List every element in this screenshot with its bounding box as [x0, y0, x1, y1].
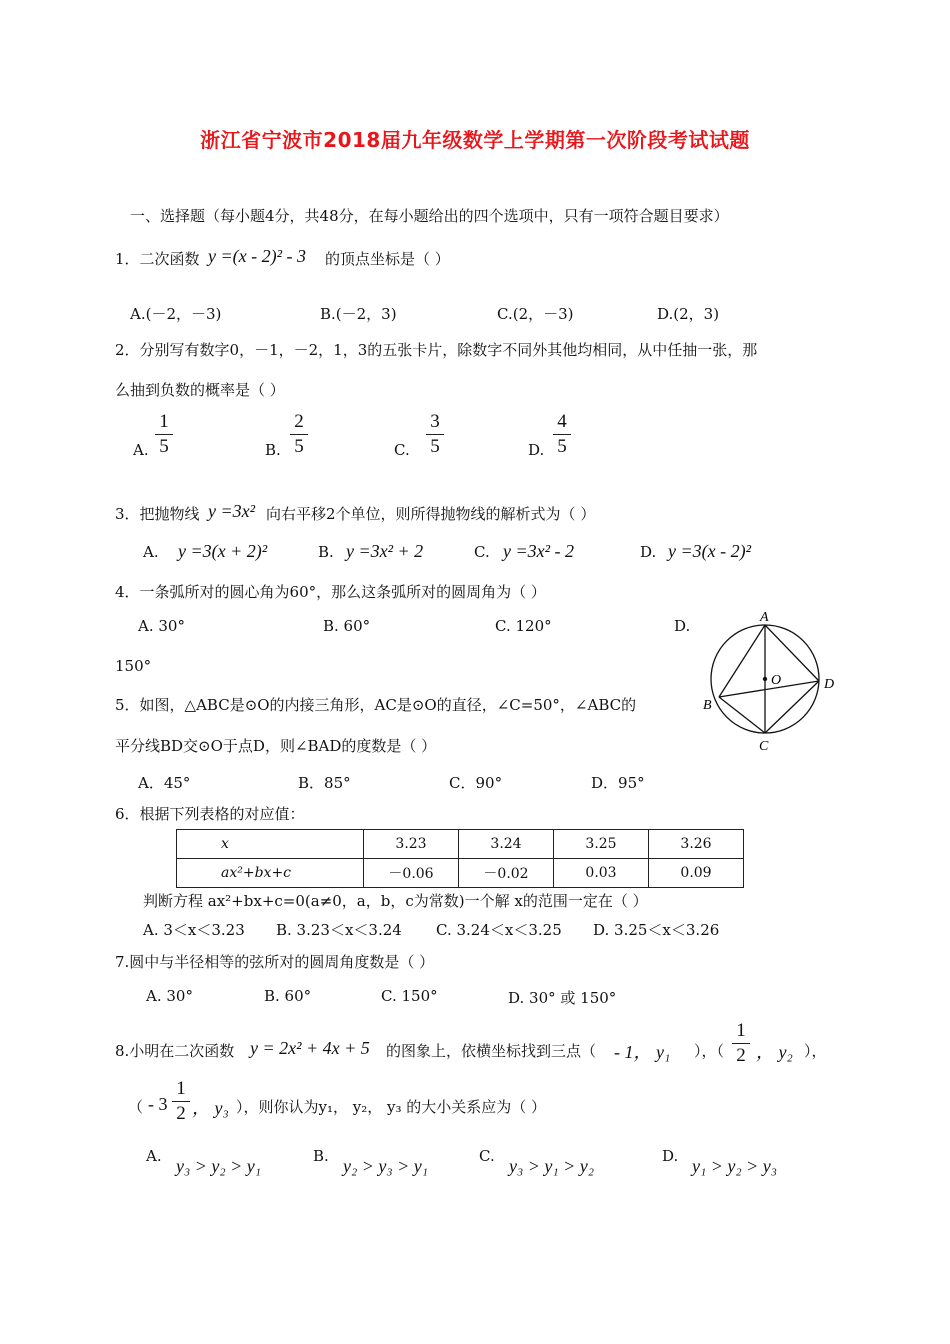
question-4-option-d: D. [674, 617, 691, 635]
circle-figure [700, 608, 850, 756]
question-5-option-d: D．95° [591, 774, 645, 792]
question-8-half [732, 1020, 750, 1067]
question-8-point-1: - 1， y₁ [614, 1042, 671, 1062]
question-1-formula: y =(x - 2)² - 3 [208, 246, 306, 266]
table-row [177, 830, 744, 859]
question-2-line-2: 么抽到负数的概率是（ ） [115, 381, 285, 399]
question-7-text: 7.圆中与半径相等的弦所对的圆周角度数是（ ） [115, 953, 435, 971]
question-8-close-2: ）， [804, 1042, 827, 1060]
question-8-line-2: ），则你认为y₁， y₂， y₃ 的大小关系应为（ ） [236, 1098, 547, 1116]
question-6-text: 6．根据下列表格的对应值： [115, 805, 305, 823]
question-8-option-a: y₃ > y₂ > y₁ [176, 1156, 262, 1176]
question-3-suffix: 向右平移2个单位，则所得抛物线的解析式为（ ） [266, 505, 596, 523]
numerator: 1 [159, 411, 169, 432]
question-8-option-c: y₃ > y₁ > y₂ [509, 1156, 595, 1176]
question-2-option-b [290, 411, 308, 458]
question-6-option-b: B. 3.23＜x＜3.24 [276, 921, 402, 939]
question-8-mid: 的图象上，依横坐标找到三点（ [386, 1042, 597, 1060]
question-3-label-a: A. [143, 543, 159, 561]
question-8-point-3: ， y₃ [192, 1098, 229, 1118]
question-3-label-c: C. [474, 543, 490, 561]
question-2-option-a [155, 411, 173, 458]
question-5-option-b: B．85° [298, 774, 351, 792]
question-4-option-c: C. 120° [495, 617, 552, 635]
denominator: 5 [557, 436, 567, 457]
question-2-label-a: A. [133, 441, 149, 459]
question-6-option-c: C. 3.24＜x＜3.25 [436, 921, 562, 939]
table-row [177, 859, 744, 888]
question-5-option-a: A．45° [138, 774, 191, 792]
question-1-option-d: D.(2，3) [657, 305, 720, 323]
question-8-close-1: ），（ [694, 1042, 725, 1060]
denominator: 5 [430, 436, 440, 457]
question-2-label-b: B. [265, 441, 281, 459]
table-cell: 0.09 [649, 859, 744, 888]
table-cell: －0.02 [459, 859, 554, 888]
question-2-label-c: C. [394, 441, 410, 459]
numerator: 3 [430, 411, 440, 432]
question-7-option-c: C. 150° [381, 987, 438, 1005]
question-3-label-b: B. [318, 543, 334, 561]
denominator: 2 [736, 1045, 746, 1066]
figure-label-b: B [703, 698, 712, 713]
numerator: 4 [557, 411, 567, 432]
question-8-mixed-fraction [172, 1078, 190, 1125]
values-table [176, 829, 744, 888]
figure-label-c: C [759, 739, 769, 754]
question-8-option-d: y₁ > y₂ > y₃ [692, 1156, 778, 1176]
figure-label-o: O [771, 673, 782, 688]
table-cell: x [177, 830, 364, 859]
question-3-option-b: y =3x² + 2 [346, 541, 424, 561]
question-3-label-d: D. [640, 543, 657, 561]
question-8-open-3: （ [128, 1098, 144, 1116]
table-cell: 3.24 [459, 830, 554, 859]
question-3-option-d: y =3(x - 2)² [668, 541, 752, 561]
section-heading: 一、选择题（每小题4分，共48分，在每小题给出的四个选项中，只有一项符合题目要求） [130, 207, 729, 225]
question-2-option-c [426, 411, 444, 458]
question-1-prefix: 1．二次函数 [115, 250, 200, 268]
question-7-option-b: B. 60° [264, 987, 312, 1005]
question-4-option-a: A. 30° [138, 617, 185, 635]
question-5-option-c: C．90° [449, 774, 503, 792]
question-8-formula: y = 2x² + 4x + 5 [250, 1038, 370, 1058]
question-3-formula: y =3x² [208, 501, 256, 521]
table-cell: 3.25 [554, 830, 649, 859]
question-8-label-d: D. [662, 1147, 679, 1165]
numerator: 1 [736, 1020, 746, 1041]
question-8-label-c: C. [479, 1147, 495, 1165]
denominator: 5 [159, 436, 169, 457]
question-8-mixed-whole: - 3 [148, 1094, 168, 1114]
denominator: 5 [294, 436, 304, 457]
numerator: 1 [176, 1078, 186, 1099]
question-1-option-c: C.(2，－3) [497, 305, 574, 323]
question-2-line-1: 2．分别写有数字0，－1，－2，1，3的五张卡片，除数字不同外其他均相同，从中任抽一张，那 [115, 341, 758, 359]
figure-label-a: A [760, 610, 769, 625]
question-1-suffix: 的顶点坐标是（ ） [325, 250, 450, 268]
table-cell: ax²+bx+c [177, 859, 364, 888]
question-8-label-b: B. [313, 1147, 329, 1165]
question-8-option-b: y₂ > y₃ > y₁ [343, 1156, 429, 1176]
question-7-option-d: D. 30° 或 150° [508, 989, 617, 1007]
page-title: 浙江省宁波市2018届九年级数学上学期第一次阶段考试试题 [200, 128, 750, 152]
question-8-point-2: ， y₂ [756, 1042, 793, 1062]
question-2-option-d [553, 411, 571, 458]
question-3-option-c: y =3x² - 2 [503, 541, 575, 561]
table-cell: 3.26 [649, 830, 744, 859]
numerator: 2 [294, 411, 304, 432]
question-6-judge: 判断方程 ax²+bx+c=0(a≠0，a，b，c为常数)一个解 x的范围一定在（ ） [143, 892, 648, 910]
question-4-text: 4．一条弧所对的圆心角为60°，那么这条弧所对的圆周角为（ ） [115, 583, 546, 601]
figure-label-d: D [824, 677, 835, 692]
question-1-option-b: B.(－2，3) [320, 305, 397, 323]
denominator: 2 [176, 1103, 186, 1124]
question-3-option-a: y =3(x + 2)² [178, 541, 268, 561]
question-5-line-2: 平分线BD交⊙O于点D，则∠BAD的度数是（ ） [115, 737, 437, 755]
question-7-option-a: A. 30° [146, 987, 193, 1005]
question-5-line-1: 5．如图，△ABC是⊙O的内接三角形，AC是⊙O的直径，∠C=50°，∠ABC的 [115, 696, 637, 714]
question-8-prefix: 8.小明在二次函数 [115, 1042, 235, 1060]
question-4-option-d-value: 150° [115, 657, 152, 675]
question-6-option-d: D. 3.25＜x＜3.26 [593, 921, 720, 939]
question-3-prefix: 3．把抛物线 [115, 505, 200, 523]
table-cell: 0.03 [554, 859, 649, 888]
table-cell: 3.23 [364, 830, 459, 859]
question-6-option-a: A. 3＜x＜3.23 [143, 921, 245, 939]
question-4-option-b: B. 60° [323, 617, 371, 635]
question-2-label-d: D. [528, 441, 545, 459]
table-cell: －0.06 [364, 859, 459, 888]
question-8-label-a: A. [146, 1147, 162, 1165]
question-1-option-a: A.(－2，－3) [130, 305, 222, 323]
